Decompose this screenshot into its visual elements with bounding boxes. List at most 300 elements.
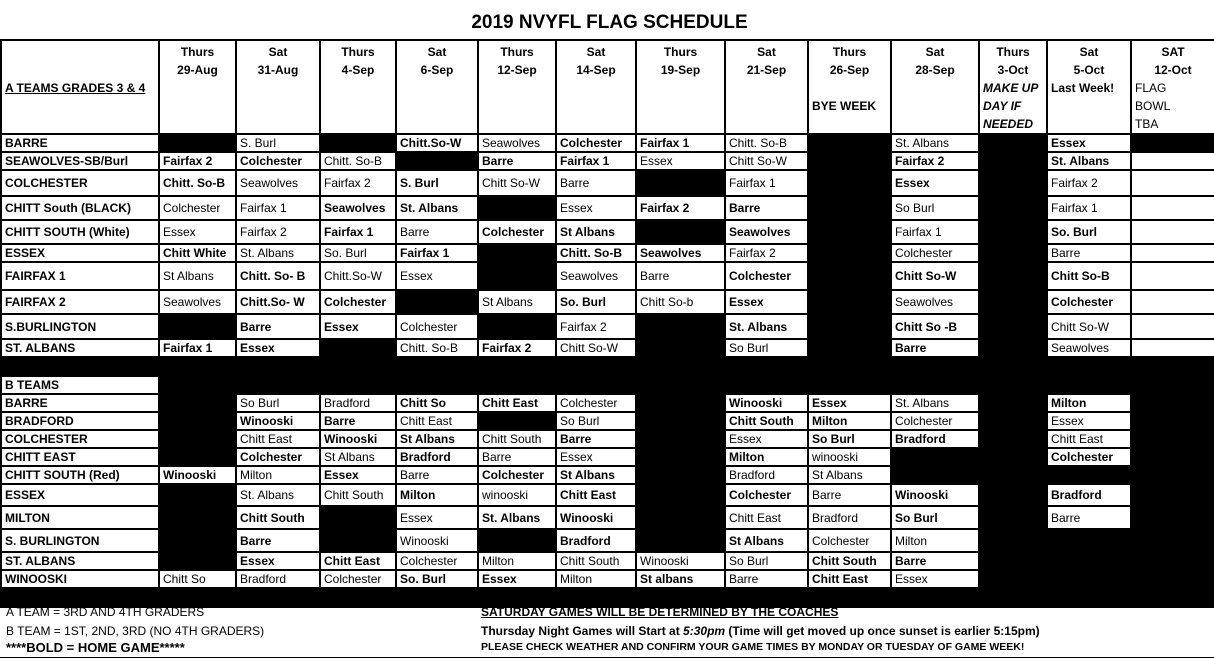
column-date: 21-Sep bbox=[746, 63, 787, 77]
no-game-cell bbox=[159, 376, 1214, 394]
column-date: 19-Sep bbox=[660, 63, 701, 77]
no-game-cell bbox=[1047, 529, 1131, 552]
game-cell: St Albans bbox=[320, 448, 396, 466]
team-row bbox=[1, 412, 1214, 430]
team-name: ST. ALBANS bbox=[1, 339, 159, 357]
b-teams-header: B TEAMS bbox=[1, 376, 159, 394]
game-cell: Chitt.So- W bbox=[236, 290, 320, 314]
team-name: SEAWOLVES-SB/Burl bbox=[1, 152, 159, 170]
date-column-header bbox=[636, 40, 725, 134]
game-cell: Chitt South bbox=[236, 506, 320, 529]
game-cell: Chitt So -B bbox=[891, 314, 979, 339]
no-game-cell bbox=[320, 506, 396, 529]
column-date: 29-Aug bbox=[177, 63, 218, 77]
team-name: CHITT EAST bbox=[1, 448, 159, 466]
game-cell: Colchester bbox=[478, 220, 556, 244]
game-cell: Essex bbox=[236, 552, 320, 570]
game-cell bbox=[1131, 170, 1214, 196]
game-cell: So. Burl bbox=[320, 244, 396, 262]
team-row bbox=[1, 314, 1214, 339]
thursday-post: (Time will get moved up once sunset is earlier 5:15pm) bbox=[725, 624, 1040, 638]
team-name: WINOOSKI bbox=[1, 570, 159, 588]
no-game-cell bbox=[478, 529, 556, 552]
no-game-cell bbox=[478, 412, 556, 430]
game-cell bbox=[1131, 220, 1214, 244]
date-column-header bbox=[725, 40, 808, 134]
no-game-cell bbox=[808, 134, 891, 152]
game-cell: Barre bbox=[556, 430, 636, 448]
no-game-cell bbox=[1131, 484, 1214, 506]
team-row bbox=[1, 552, 1214, 570]
game-cell: Chitt.So-W bbox=[396, 134, 478, 152]
no-game-cell bbox=[1131, 529, 1214, 552]
game-cell: Seawolves bbox=[478, 134, 556, 152]
game-cell: Fairfax 1 bbox=[159, 339, 236, 357]
game-cell: Fairfax 1 bbox=[891, 220, 979, 244]
game-cell: Fairfax 2 bbox=[159, 152, 236, 170]
no-game-cell bbox=[636, 484, 725, 506]
date-column-header bbox=[979, 40, 1047, 134]
game-cell: Fairfax 1 bbox=[396, 244, 478, 262]
no-game-cell bbox=[1047, 570, 1131, 588]
column-day: Sat bbox=[925, 45, 945, 59]
game-cell: Seawolves bbox=[725, 220, 808, 244]
no-game-cell bbox=[979, 244, 1047, 262]
game-cell: St. Albans bbox=[478, 506, 556, 529]
saturday-note: SATURDAY GAMES WILL BE DETERMINED BY THE COACHES bbox=[481, 605, 839, 619]
bold-home-note: ****BOLD = HOME GAME***** bbox=[6, 640, 185, 655]
game-cell: Essex bbox=[808, 394, 891, 412]
date-column-header bbox=[808, 40, 891, 134]
no-game-cell bbox=[979, 529, 1047, 552]
no-game-cell bbox=[808, 196, 891, 220]
date-column-header bbox=[396, 40, 478, 134]
no-game-cell bbox=[808, 244, 891, 262]
game-cell: Essex bbox=[159, 220, 236, 244]
game-cell: So. Burl bbox=[1047, 220, 1131, 244]
game-cell: Winooski bbox=[236, 412, 320, 430]
game-cell: Chitt So-b bbox=[636, 290, 725, 314]
game-cell: Colchester bbox=[808, 529, 891, 552]
no-game-cell bbox=[636, 314, 725, 339]
column-note: MAKE UP DAY IF NEEDED bbox=[983, 81, 1038, 131]
game-cell: Bradford bbox=[320, 394, 396, 412]
game-cell: Milton bbox=[1047, 394, 1131, 412]
team-name: ESSEX bbox=[1, 484, 159, 506]
no-game-cell bbox=[979, 506, 1047, 529]
separator-band bbox=[1, 357, 1214, 376]
column-date: 26-Sep bbox=[829, 63, 870, 77]
column-date: 4-Sep bbox=[341, 63, 375, 77]
column-day: Thurs bbox=[996, 45, 1030, 59]
game-cell: Chitt So-W bbox=[725, 152, 808, 170]
game-cell: Colchester bbox=[725, 484, 808, 506]
team-row bbox=[1, 244, 1214, 262]
game-cell: Chitt So-W bbox=[478, 170, 556, 196]
game-cell: Milton bbox=[891, 529, 979, 552]
no-game-cell bbox=[636, 448, 725, 466]
game-cell: Seawolves bbox=[159, 290, 236, 314]
no-game-cell bbox=[808, 220, 891, 244]
no-game-cell bbox=[979, 152, 1047, 170]
game-cell: Chitt South bbox=[478, 430, 556, 448]
game-cell: Chitt East bbox=[320, 552, 396, 570]
game-cell: Bradford bbox=[1047, 484, 1131, 506]
no-game-cell bbox=[979, 290, 1047, 314]
column-day: Sat bbox=[1079, 45, 1099, 59]
team-row bbox=[1, 262, 1214, 290]
game-cell: Colchester bbox=[1047, 290, 1131, 314]
game-cell: Bradford bbox=[891, 430, 979, 448]
no-game-cell bbox=[159, 412, 236, 430]
column-note: Last Week! bbox=[1051, 81, 1115, 95]
game-cell: Bradford bbox=[396, 448, 478, 466]
game-cell: St Albans bbox=[556, 466, 636, 484]
game-cell: winooski bbox=[478, 484, 556, 506]
game-cell: St albans bbox=[636, 570, 725, 588]
no-game-cell bbox=[1047, 466, 1131, 484]
game-cell: Barre bbox=[320, 412, 396, 430]
game-cell: Fairfax 2 bbox=[891, 152, 979, 170]
game-cell bbox=[1131, 339, 1214, 357]
no-game-cell bbox=[1131, 570, 1214, 588]
game-cell: Seawolves bbox=[320, 196, 396, 220]
column-day: SAT bbox=[1161, 45, 1185, 59]
game-cell: Barre bbox=[636, 262, 725, 290]
game-cell: Essex bbox=[236, 339, 320, 357]
no-game-cell bbox=[636, 394, 725, 412]
game-cell: St. Albans bbox=[1047, 152, 1131, 170]
no-game-cell bbox=[979, 412, 1047, 430]
column-date: 3-Oct bbox=[997, 63, 1029, 77]
game-cell: Seawolves bbox=[556, 262, 636, 290]
column-date: 31-Aug bbox=[257, 63, 299, 77]
game-cell: Fairfax 1 bbox=[320, 220, 396, 244]
game-cell: Barre bbox=[556, 170, 636, 196]
game-cell: Barre bbox=[396, 220, 478, 244]
game-cell: Essex bbox=[636, 152, 725, 170]
game-cell: Chitt So-W bbox=[1047, 314, 1131, 339]
column-day: Thurs bbox=[832, 45, 867, 59]
no-game-cell bbox=[1131, 506, 1214, 529]
game-cell: Chitt. So-B bbox=[556, 244, 636, 262]
no-game-cell bbox=[808, 152, 891, 170]
no-game-cell bbox=[808, 262, 891, 290]
game-cell: S. Burl bbox=[236, 134, 320, 152]
game-cell: Chitt So bbox=[396, 394, 478, 412]
separator-cell bbox=[1, 357, 1214, 376]
game-cell: So. Burl bbox=[396, 570, 478, 588]
game-cell: Barre bbox=[236, 314, 320, 339]
game-cell: Chitt East bbox=[1047, 430, 1131, 448]
game-cell: Winooski bbox=[159, 466, 236, 484]
game-cell: So Burl bbox=[808, 430, 891, 448]
game-cell: St Albans bbox=[808, 466, 891, 484]
schedule-table bbox=[0, 39, 1214, 608]
game-cell: Chitt South bbox=[320, 484, 396, 506]
game-cell: Essex bbox=[478, 570, 556, 588]
game-cell: Chitt South bbox=[556, 552, 636, 570]
game-cell: St Albans bbox=[725, 529, 808, 552]
game-cell: Colchester bbox=[725, 262, 808, 290]
game-cell: Winooski bbox=[320, 430, 396, 448]
game-cell: Colchester bbox=[396, 552, 478, 570]
game-cell: Chitt East bbox=[725, 506, 808, 529]
game-cell: Fairfax 2 bbox=[636, 196, 725, 220]
column-day: Sat bbox=[586, 45, 606, 59]
game-cell: Chitt. So-B bbox=[725, 134, 808, 152]
game-cell: Fairfax 1 bbox=[1047, 196, 1131, 220]
game-cell bbox=[1131, 196, 1214, 220]
game-cell: Colchester bbox=[320, 570, 396, 588]
game-cell: Chitt. So- B bbox=[236, 262, 320, 290]
game-cell: Bradford bbox=[808, 506, 891, 529]
thursday-pre: Thursday Night Games will Start at bbox=[481, 624, 684, 638]
team-row bbox=[1, 220, 1214, 244]
header-row bbox=[1, 40, 1214, 134]
game-cell: Chitt So-W bbox=[556, 339, 636, 357]
date-column-header bbox=[236, 40, 320, 134]
no-game-cell bbox=[159, 552, 236, 570]
game-cell: Fairfax 2 bbox=[1047, 170, 1131, 196]
no-game-cell bbox=[159, 484, 236, 506]
no-game-cell bbox=[159, 529, 236, 552]
team-row bbox=[1, 506, 1214, 529]
game-cell: Chitt South bbox=[725, 412, 808, 430]
team-row bbox=[1, 570, 1214, 588]
date-column-header bbox=[1047, 40, 1131, 134]
team-row bbox=[1, 134, 1214, 152]
no-game-cell bbox=[159, 506, 236, 529]
game-cell: Chitt So-W bbox=[891, 262, 979, 290]
no-game-cell bbox=[979, 262, 1047, 290]
game-cell: Colchester bbox=[556, 134, 636, 152]
game-cell: Fairfax 2 bbox=[478, 339, 556, 357]
column-day: Sat bbox=[757, 45, 776, 59]
team-name: FAIRFAX 1 bbox=[1, 262, 159, 290]
column-date: 28-Sep bbox=[915, 63, 955, 77]
date-column-header bbox=[891, 40, 979, 134]
no-game-cell bbox=[320, 134, 396, 152]
game-cell: Colchester bbox=[1047, 448, 1131, 466]
no-game-cell bbox=[979, 552, 1047, 570]
game-cell: Fairfax 2 bbox=[556, 314, 636, 339]
a-teams-header: A TEAMS GRADES 3 & 4 bbox=[1, 40, 159, 134]
team-name: ESSEX bbox=[1, 244, 159, 262]
no-game-cell bbox=[1131, 430, 1214, 448]
game-cell: Colchester bbox=[891, 244, 979, 262]
game-cell: Colchester bbox=[236, 448, 320, 466]
no-game-cell bbox=[1131, 412, 1214, 430]
team-row bbox=[1, 196, 1214, 220]
no-game-cell bbox=[979, 314, 1047, 339]
game-cell: St. Albans bbox=[891, 394, 979, 412]
game-cell: Milton bbox=[236, 466, 320, 484]
team-row bbox=[1, 394, 1214, 412]
no-game-cell bbox=[159, 448, 236, 466]
game-cell: So. Burl bbox=[556, 290, 636, 314]
game-cell: Bradford bbox=[556, 529, 636, 552]
column-date: 5-Oct bbox=[1073, 63, 1105, 77]
game-cell: St Albans bbox=[159, 262, 236, 290]
no-game-cell bbox=[979, 484, 1047, 506]
game-cell: Barre bbox=[725, 196, 808, 220]
game-cell: Barre bbox=[478, 152, 556, 170]
game-cell: Chitt.So-W bbox=[320, 262, 396, 290]
team-name: FAIRFAX 2 bbox=[1, 290, 159, 314]
no-game-cell bbox=[636, 170, 725, 196]
no-game-cell bbox=[1131, 394, 1214, 412]
team-name: COLCHESTER bbox=[1, 170, 159, 196]
game-cell: Winooski bbox=[396, 529, 478, 552]
game-cell: Barre bbox=[891, 552, 979, 570]
team-name: BRADFORD bbox=[1, 412, 159, 430]
game-cell: Winooski bbox=[725, 394, 808, 412]
column-day: Thurs bbox=[500, 45, 534, 59]
game-cell bbox=[1131, 152, 1214, 170]
no-game-cell bbox=[1131, 466, 1214, 484]
game-cell: Fairfax 2 bbox=[320, 170, 396, 196]
game-cell: Colchester bbox=[320, 290, 396, 314]
no-game-cell bbox=[159, 394, 236, 412]
no-game-cell bbox=[979, 134, 1047, 152]
game-cell: Barre bbox=[478, 448, 556, 466]
game-cell bbox=[1131, 290, 1214, 314]
column-date: 6-Sep bbox=[420, 63, 454, 77]
no-game-cell bbox=[320, 339, 396, 357]
game-cell: Colchester bbox=[891, 412, 979, 430]
game-cell: Essex bbox=[320, 466, 396, 484]
game-cell: Barre bbox=[1047, 506, 1131, 529]
game-cell: Chitt So bbox=[159, 570, 236, 588]
team-name: CHITT South (BLACK) bbox=[1, 196, 159, 220]
team-row bbox=[1, 466, 1214, 484]
no-game-cell bbox=[808, 339, 891, 357]
game-cell: Barre bbox=[396, 466, 478, 484]
game-cell: Fairfax 1 bbox=[556, 152, 636, 170]
no-game-cell bbox=[1131, 448, 1214, 466]
game-cell: Chitt White bbox=[159, 244, 236, 262]
column-note: BYE WEEK bbox=[812, 99, 877, 113]
no-game-cell bbox=[979, 196, 1047, 220]
team-row bbox=[1, 448, 1214, 466]
game-cell: Fairfax 2 bbox=[725, 244, 808, 262]
team-row bbox=[1, 430, 1214, 448]
game-cell: So Burl bbox=[236, 394, 320, 412]
game-cell: Bradford bbox=[236, 570, 320, 588]
game-cell: Winooski bbox=[636, 552, 725, 570]
game-cell: Milton bbox=[396, 484, 478, 506]
team-name: MILTON bbox=[1, 506, 159, 529]
game-cell: Chitt East bbox=[556, 484, 636, 506]
no-game-cell bbox=[1047, 552, 1131, 570]
game-cell: Chitt South bbox=[808, 552, 891, 570]
game-cell: Colchester bbox=[396, 314, 478, 339]
game-cell: Chitt. So-B bbox=[396, 339, 478, 357]
game-cell: Seawolves bbox=[236, 170, 320, 196]
column-day: Thurs bbox=[180, 45, 215, 59]
no-game-cell bbox=[636, 220, 725, 244]
game-cell: Essex bbox=[320, 314, 396, 339]
column-day: Sat bbox=[427, 45, 447, 59]
game-cell: Essex bbox=[891, 170, 979, 196]
no-game-cell bbox=[636, 466, 725, 484]
team-name: S.BURLINGTON bbox=[1, 314, 159, 339]
game-cell: St. Albans bbox=[236, 244, 320, 262]
game-cell: Essex bbox=[556, 196, 636, 220]
game-cell: So Burl bbox=[891, 196, 979, 220]
team-row bbox=[1, 484, 1214, 506]
no-game-cell bbox=[1131, 134, 1214, 152]
footer-notes bbox=[0, 603, 1214, 658]
game-cell: So Burl bbox=[556, 412, 636, 430]
game-cell: St Albans bbox=[556, 220, 636, 244]
team-name: COLCHESTER bbox=[1, 430, 159, 448]
game-cell: Fairfax 1 bbox=[236, 196, 320, 220]
game-cell: Essex bbox=[725, 430, 808, 448]
game-cell: Milton bbox=[808, 412, 891, 430]
game-cell: St. Albans bbox=[236, 484, 320, 506]
no-game-cell bbox=[979, 466, 1047, 484]
game-cell: So Burl bbox=[725, 552, 808, 570]
game-cell: Barre bbox=[891, 339, 979, 357]
no-game-cell bbox=[808, 170, 891, 196]
no-game-cell bbox=[478, 196, 556, 220]
game-cell: St Albans bbox=[396, 430, 478, 448]
no-game-cell bbox=[636, 529, 725, 552]
team-name: ST. ALBANS bbox=[1, 552, 159, 570]
game-cell: Chitt East bbox=[396, 412, 478, 430]
team-row bbox=[1, 339, 1214, 357]
game-cell bbox=[1131, 244, 1214, 262]
game-cell: Fairfax 1 bbox=[725, 170, 808, 196]
column-note: FLAG BOWL TBA bbox=[1135, 81, 1170, 131]
game-cell: Milton bbox=[478, 552, 556, 570]
game-cell: Winooski bbox=[556, 506, 636, 529]
game-cell: Chitt. So-B bbox=[320, 152, 396, 170]
game-cell: So Burl bbox=[891, 506, 979, 529]
game-cell: Seawolves bbox=[1047, 339, 1131, 357]
game-cell: Seawolves bbox=[636, 244, 725, 262]
column-day: Thurs bbox=[663, 45, 698, 59]
no-game-cell bbox=[636, 339, 725, 357]
team-name: BARRE bbox=[1, 394, 159, 412]
team-name: BARRE bbox=[1, 134, 159, 152]
game-cell: Colchester bbox=[236, 152, 320, 170]
page-title: 2019 NVYFL FLAG SCHEDULE bbox=[471, 12, 748, 33]
no-game-cell bbox=[159, 134, 236, 152]
game-cell: Barre bbox=[236, 529, 320, 552]
b-team-legend: B TEAM = 1ST, 2ND, 3RD (NO 4TH GRADERS) bbox=[6, 624, 265, 638]
column-day: Thurs bbox=[341, 45, 375, 59]
column-date: 12-Sep bbox=[497, 63, 537, 77]
column-day: Sat bbox=[268, 45, 288, 59]
team-name: CHITT SOUTH (White) bbox=[1, 220, 159, 244]
game-cell: Essex bbox=[891, 570, 979, 588]
no-game-cell bbox=[979, 170, 1047, 196]
no-game-cell bbox=[478, 314, 556, 339]
game-cell: Seawolves bbox=[891, 290, 979, 314]
no-game-cell bbox=[979, 394, 1047, 412]
column-date: 12-Oct bbox=[1154, 63, 1192, 77]
game-cell bbox=[1131, 314, 1214, 339]
game-cell: Chitt East bbox=[808, 570, 891, 588]
game-cell: Milton bbox=[556, 570, 636, 588]
team-name: S. BURLINGTON bbox=[1, 529, 159, 552]
game-cell: Fairfax 2 bbox=[236, 220, 320, 244]
no-game-cell bbox=[478, 244, 556, 262]
game-cell: Essex bbox=[1047, 134, 1131, 152]
